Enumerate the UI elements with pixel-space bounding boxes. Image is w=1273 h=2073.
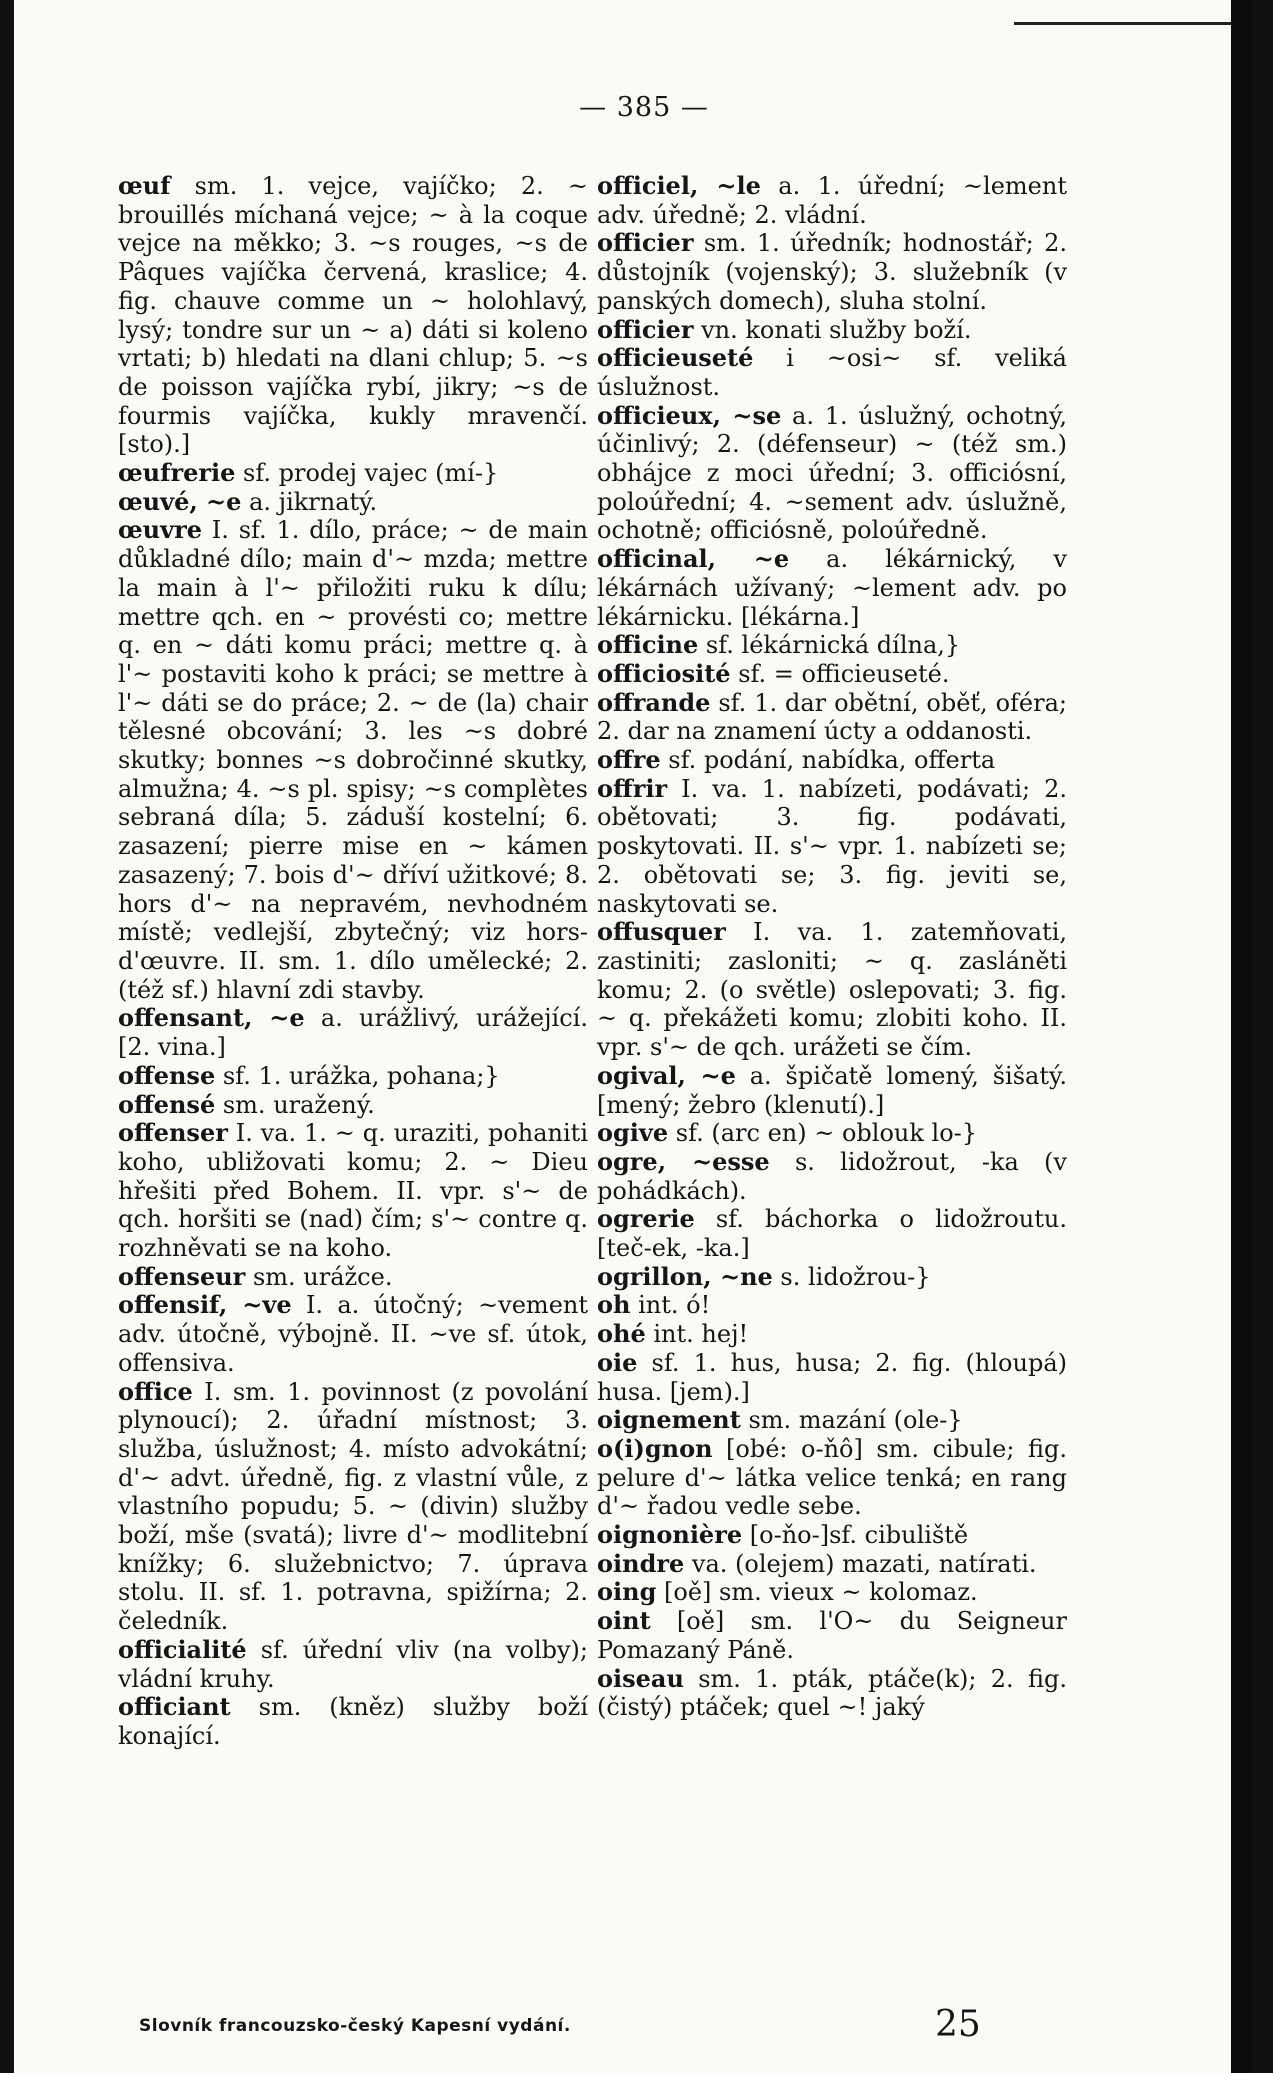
entry-definition: I. va. 1. ~ q. uraziti, pohaniti koho, ubližovati komu; 2. ~ Dieu hřešiti před Bohem. II. vpr. s'~ de qch. horšiti se (nad) čím; s'~ contre q. rozhněvati se na koho. [118, 1119, 588, 1263]
entry [597, 746, 1067, 775]
entry-definition: s. lidožrout, -ka (v pohádkách). [597, 1147, 1067, 1205]
entry-definition: sf. prodej vajec (mí-} [243, 459, 499, 488]
entry-definition: sm. 1. úředník; hodnostář; 2. důstojník (vojenský); 3. služebník (v panských domech), sluha stolní. [597, 229, 1067, 315]
entry-headword: offenser [118, 1118, 228, 1148]
entry [118, 488, 588, 517]
entry-headword: offrir [597, 773, 668, 803]
page-edge-top [1014, 22, 1244, 25]
entry-headword: ogrerie [597, 1204, 695, 1234]
entry-definition: sf. báchorka o lidožroutu. [teč-ek, -ka.] [597, 1205, 1067, 1263]
entry-headword: offensif, ~ve [118, 1290, 292, 1320]
entry-definition: s. lidožrou-} [780, 1262, 931, 1291]
entry [118, 1091, 588, 1120]
entry-definition: sf. = officieuseté. [738, 659, 950, 688]
entry-definition: a. 1. úřední; ~lement adv. úředně; 2. vládní. [597, 172, 1067, 229]
entry-headword: ogrillon, ~ne [597, 1261, 773, 1291]
entry [597, 1119, 1067, 1148]
entry [597, 1665, 1067, 1722]
entry-headword: œufrerie [118, 458, 236, 488]
entry-headword: offusquer [597, 917, 726, 947]
entry-definition: [oě] sm. l'O~ du Seigneur Pomazaný Páně. [597, 1607, 1067, 1664]
entry-definition: I. va. 1. nabízeti, podávati; 2. obětovati; 3. fig. podávati, poskytovati. II. s'~ vpr. 1. nabízeti se; 2. obětovati se; 3. fig. jeviti se, naskytovati se. [597, 774, 1068, 918]
entry-headword: œuf [118, 171, 171, 200]
entry-definition: sm. 1. vejce, vajíčko; 2. ~ brouillés míchaná vejce; ~ à la coque vejce na měkko; 3. ~s rouges, ~s de Pâques vajíčka červená, kraslice; 4. fig. chauve comme un ~ holohlavý, lysý; tondre sur un ~ a) dáti si koleno vrtati; b) hledati na dlani chlup; 5. ~s de poisson vajíčka rybí, jikry; ~s de fourmis vajíčka, kukly mravenčí. [sto).] [118, 172, 589, 459]
entry-definition: sm. uražený. [222, 1090, 375, 1119]
entry [597, 689, 1067, 746]
entry-headword: oie [597, 1347, 638, 1377]
entry [118, 1693, 588, 1750]
entry-headword: offre [597, 745, 661, 775]
entry-definition: I. va. 1. zatemňovati, zastiniti; zasloniti; ~ q. zasláněti komu; 2. (o světle) oslepovati; 3. fig. ~ q. překážeti komu; zlobiti koho. II. vpr. s'~ de qch. urážeti se čím. [597, 918, 1067, 1062]
entry-definition: sf. 1. hus, husa; 2. fig. (hloupá) husa. [jem).] [597, 1348, 1067, 1406]
entry [597, 316, 1067, 345]
book-title: Slovník francouzsko-český Kapesní vydání. [139, 2016, 571, 2036]
right-column [597, 172, 1067, 1722]
entry-definition: sm. (kněz) služby boží konající. [118, 1693, 588, 1750]
dictionary-page [14, 0, 1252, 2073]
entry-headword: offenseur [118, 1261, 246, 1291]
entry-headword: o(i)gnon [597, 1433, 713, 1463]
entry-headword: officialité [118, 1634, 247, 1664]
entry-headword: officieuseté [597, 343, 754, 373]
entry-definition: int. hej! [653, 1320, 749, 1349]
entry [597, 1578, 1067, 1607]
entry-definition: [o-ňo-]sf. cibuliště [749, 1521, 969, 1550]
entry-headword: ohé [597, 1319, 646, 1349]
entry-headword: ogre, ~esse [597, 1146, 770, 1176]
entry-definition: sf. 1. dar obětní, oběť, oféra; 2. dar na znamení úcty a oddanosti. [597, 688, 1067, 746]
entry [597, 1349, 1067, 1406]
entry [118, 172, 588, 459]
entry-headword: ogival, ~e [597, 1060, 736, 1090]
entry [597, 1148, 1067, 1205]
entry-definition: [obé: o-ňô] sm. cibule; fig. pelure d'~ látka velice tenká; en rang d'~ řadou vedle sebe. [597, 1434, 1067, 1521]
entry [597, 631, 1067, 660]
entry [118, 459, 588, 488]
entry [118, 1636, 588, 1693]
entry-headword: œuvé, ~e [118, 486, 242, 516]
sheet-number: 25 [935, 2004, 981, 2045]
entry-definition: va. (olejem) mazati, natírati. [691, 1549, 1037, 1578]
entry [118, 1062, 588, 1091]
entry-definition: sm. urážce. [252, 1262, 393, 1291]
entry [597, 344, 1067, 401]
entry-definition: I. sm. 1. povinnost (z povolání plynoucí); 2. úřadní místnost; 3. služba, úslužnost; 4. místo advokátní; d'~ advt. úředně, fig. z vlastní vůle, z vlastního popudu; 5. ~ (divin) služby boží, mše (svatá); livre d'~ modlitební knížky; 6. služebnictvo; 7. úprava stolu. II. sf. 1. potravna, spižírna; 2. čeledník. [118, 1377, 588, 1636]
entry [597, 660, 1067, 689]
entry-definition: sm. 1. pták, ptáče(k); 2. fig. (čistý) ptáček; quel ~! jaký [597, 1664, 1067, 1722]
entry [597, 1263, 1067, 1292]
entry [118, 1119, 588, 1263]
entry-definition: I. sf. 1. dílo, práce; ~ de main důkladné dílo; main d'~ mzda; mettre la main à l'~ přiložiti ruku k dílu; mettre qch. en ~ provésti co; mettre q. en ~ dáti komu práci; mettre q. à l'~ postaviti koho k práci; se mettre à l'~ dáti se do práce; 2. ~ de (la) chair tělesné obcování; 3. les ~s dobré skutky; bonnes ~s dobročinné skutky, almužna; 4. ~s pl. spisy; ~s complètes sebraná díla; 5. záduší kostelní; 6. zasazení; pierre mise en ~ kámen zasazený; 7. bois d'~ dříví užitkové; 8. hors d'~ na nepravém, nevhodném místě; vedlejší, zbytečný; viz hors-d'œuvre. II. sm. 1. dílo umělecké; 2. (též sf.) hlavní zdi stavby. [118, 516, 588, 1004]
entry-headword: officiant [118, 1692, 231, 1722]
entry-headword: office [118, 1376, 193, 1406]
entry-definition: sf. lékárnická dílna,} [705, 631, 961, 660]
entry-definition: [oě] sm. vieux ~ kolomaz. [664, 1578, 978, 1607]
entry-definition: I. a. útočný; ~vement adv. útočně, výbojně. II. ~ve sf. útok, offensiva. [118, 1291, 588, 1377]
entry [597, 229, 1067, 315]
entry-definition: a. špičatě lomený, šišatý. [mený; žebro (klenutí).] [597, 1061, 1067, 1119]
entry-headword: oignonière [597, 1520, 743, 1550]
entry-headword: officiosité [597, 658, 731, 688]
page-footer [139, 2004, 1189, 2044]
entry [118, 1291, 588, 1377]
entry-headword: offensé [118, 1089, 216, 1119]
entry-definition: a. jikrnatý. [249, 487, 378, 516]
entry [597, 1550, 1067, 1579]
entry-definition: a. urážlivý, urážející. [2. vina.] [118, 1004, 588, 1062]
entry-definition: a. lékárnický, v lékárnách užívaný; ~lement adv. po lékárnicku. [lékárna.] [597, 545, 1067, 631]
page-edge-right [1231, 0, 1252, 2073]
entry-headword: œuvre [118, 515, 202, 545]
entry-headword: oiseau [597, 1663, 684, 1693]
entry-definition: i ~osi~ sf. veliká úslužnost. [597, 344, 1067, 401]
entry [597, 1435, 1067, 1521]
entry-definition: vn. konati služby boží. [701, 315, 972, 344]
entry-definition: a. 1. úslužný, ochotný, účinlivý; 2. (défenseur) ~ (též sm.) obhájce z moci úřední; 3. officiósní, poloúřední; 4. ~sement adv. úslužně, ochotně; officiósně, poloúředně. [597, 401, 1067, 545]
entry [597, 1320, 1067, 1349]
entry-headword: oindre [597, 1548, 685, 1578]
entry [118, 1263, 588, 1292]
entry [597, 1205, 1067, 1262]
entry-headword: officine [597, 630, 699, 660]
entry [597, 172, 1067, 229]
entry-definition: sf. úřední vliv (na volby); vládní kruhy. [118, 1635, 588, 1693]
entry [597, 1406, 1067, 1435]
entry [597, 1291, 1067, 1320]
entry-headword: officier [597, 228, 694, 258]
entry [118, 1004, 588, 1061]
entry-headword: oing [597, 1577, 657, 1607]
entry [597, 775, 1067, 919]
entry-definition: sf. 1. urážka, pohana;} [222, 1061, 500, 1090]
left-column [118, 172, 588, 1751]
entry [118, 516, 588, 1004]
entry-headword: ogive [597, 1118, 669, 1148]
entry-headword: officier [597, 314, 694, 344]
entry-definition: int. ó! [638, 1291, 711, 1320]
entry [118, 1378, 588, 1636]
entry-headword: oignement [597, 1405, 741, 1435]
entry [597, 402, 1067, 546]
entry [597, 1607, 1067, 1664]
entry-headword: offensant, ~e [118, 1003, 305, 1033]
entry-headword: officieux, ~se [597, 400, 782, 430]
entry [597, 1521, 1067, 1550]
entry-headword: oint [597, 1606, 651, 1636]
entry-headword: officiel, ~le [597, 171, 761, 200]
entry-definition: sm. mazání (ole-} [748, 1406, 963, 1435]
page-number: — 385 — [579, 92, 709, 123]
entry-headword: offense [118, 1060, 216, 1090]
entry-definition: sf. podání, nabídka, offerta [668, 746, 996, 775]
entry-headword: offrande [597, 687, 711, 717]
entry [597, 1062, 1067, 1119]
entry-definition: sf. (arc en) ~ oblouk lo-} [675, 1119, 978, 1148]
entry-headword: officinal, ~e [597, 544, 790, 574]
entry [597, 545, 1067, 631]
entry [597, 918, 1067, 1062]
entry-headword: oh [597, 1290, 631, 1320]
